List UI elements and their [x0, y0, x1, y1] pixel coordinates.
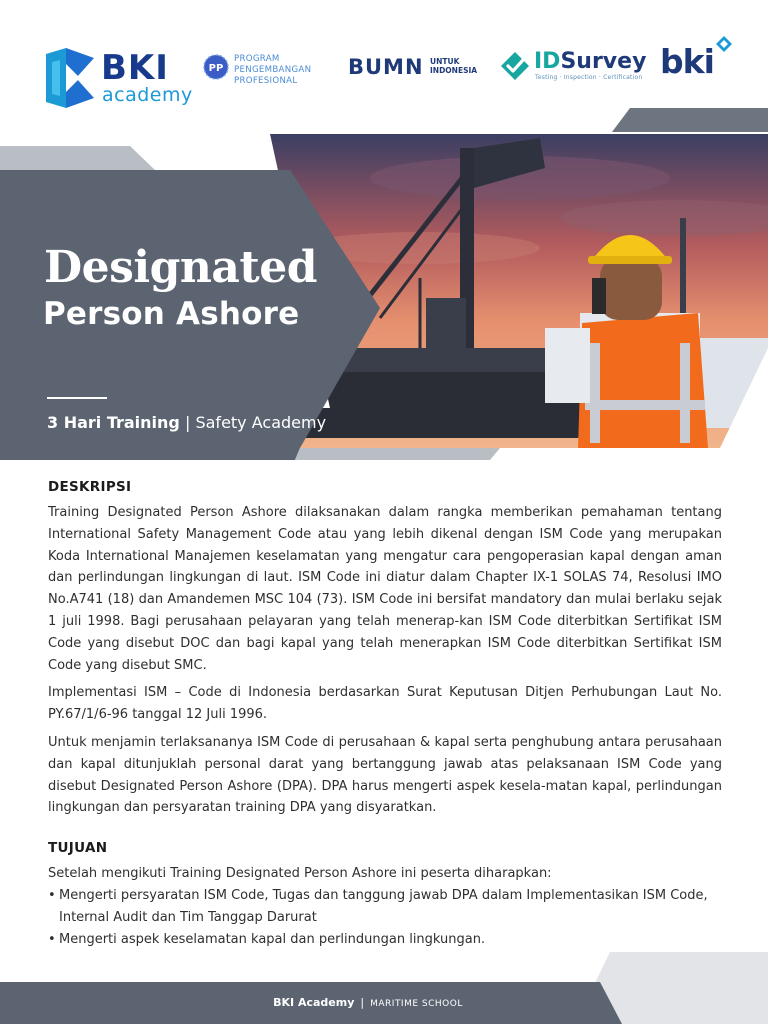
hero-bottom-strip: [0, 448, 300, 460]
footer-school: MARITIME SCHOOL: [370, 999, 463, 1009]
idsurvey-rest: Survey: [560, 49, 647, 74]
ppp-logo: [203, 52, 328, 92]
bullet: •: [48, 887, 56, 903]
hero-subtitle: Person Ashore: [43, 296, 300, 332]
goal-item-1: [48, 885, 722, 929]
ppp-line-3: PROFESIONAL: [234, 76, 298, 86]
ppp-icon-text: PP: [208, 63, 224, 74]
ppp-seal-icon: [203, 54, 229, 80]
hero-banner: [0, 108, 768, 464]
footer-text: [0, 996, 736, 1011]
bki-academy-sub: academy: [102, 84, 193, 106]
bumn-tagline-2: INDONESIA: [430, 66, 478, 75]
idsurvey-id: ID: [534, 49, 561, 74]
idsurvey-tagline: Testing · Inspection · Certification: [535, 74, 643, 81]
footer: [0, 940, 768, 1024]
footer-brand: BKI Academy: [273, 996, 355, 1009]
footer-artwork: [0, 940, 768, 1024]
bki-academy-logo: [46, 48, 196, 110]
description-paragraph-1: Training Designated Person Ashore dilaksanakan dalam rangka memberikan pemahaman tentang International Safety Management Code atau yang lebih dikenal dengan ISM Code yang merupakan Koda International Manajemen keselamatan yang mengatur cara pengoperasian kapal dengan aman dan perlindungan lingkungan di laut. ISM Code ini diatur dalam Chapter IX-1 SOLAS 74, Resolusi IMO No.A741 (18) dan Amandemen MSC 104 (73). ISM Code ini bersifat mandatory dan mulai berlaku sejak 1 juli 1998. Bagi perusahaan pelayaran yang telah menerap-kan ISM Code diterbitkan Sertifikat ISM Code yang disebut DOC dan bagi kapal yang telah menerapkan ISM Code diterbitkan Sertifikat ISM Code yang disebut SMC.: [48, 505, 722, 673]
bumn-tagline-1: UNTUK: [430, 57, 460, 66]
bumn-tagline: [430, 57, 477, 75]
top-right-slate-strip: [612, 108, 768, 132]
meta-separator: |: [184, 413, 191, 432]
ppp-line-1: PROGRAM: [234, 54, 280, 64]
footer-separator: |: [360, 996, 365, 1009]
bki-accent-icon: [716, 36, 732, 52]
bki-academy-mark-icon: [46, 48, 94, 108]
bumn-word: BUMN: [348, 55, 424, 79]
goals-intro: Setelah mengikuti Training Designated Person Ashore ini peserta diharapkan:: [48, 866, 552, 882]
bki-word: bki: [660, 42, 714, 81]
bki-logo: [660, 36, 732, 82]
ppp-line-2: PENGEMBANGAN: [234, 65, 312, 75]
content-body: [48, 478, 722, 950]
goal-text-2: Mengerti aspek keselamatan kapal dan perlindungan lingkungan.: [59, 931, 486, 947]
training-category: Safety Academy: [195, 413, 327, 432]
goal-text-1: Mengerti persyaratan ISM Code, Tugas dan tanggung jawab DPA dalam Implementasikan ISM Code, Internal Audit dan Tim Tanggap Darurat: [59, 887, 708, 925]
training-duration: 3 Hari Training: [47, 413, 180, 432]
ppp-text: [234, 54, 311, 87]
description-paragraph-3: Untuk menjamin terlaksananya ISM Code di perusahaan & kapal serta penghubung antara perusahaan dan kapal ditunjuklah personal darat yang bertanggung jawab atas pelaksanaan ISM Code yang disebut Designated Person Ashore (DPA). DPA harus mengerti aspek kesela-matan kapal, perlindungan lingkungan dan persyaratan training DPA yang disyaratkan.: [48, 734, 722, 816]
bumn-logo: [348, 54, 483, 84]
bki-academy-word: BKI: [101, 48, 169, 88]
bullet: •: [48, 931, 56, 947]
goals-heading: TUJUAN: [48, 840, 108, 857]
hero-divider: [47, 397, 107, 399]
idsurvey-check-icon: [500, 51, 530, 81]
idsurvey-logo: [500, 49, 648, 85]
partner-logos: [0, 0, 768, 125]
description-paragraph-2: Implementasi ISM – Code di Indonesia berdasarkan Surat Keputusan Ditjen Perhubungan Laut No. PY.67/1/6-96 tanggal 12 Juli 1996.: [48, 685, 722, 723]
top-left-grey-strip: [0, 146, 155, 170]
hero-title: Designated: [44, 242, 317, 293]
description-heading: DESKRIPSI: [48, 479, 132, 495]
idsurvey-word: [534, 49, 646, 75]
hero-meta: [47, 413, 326, 433]
